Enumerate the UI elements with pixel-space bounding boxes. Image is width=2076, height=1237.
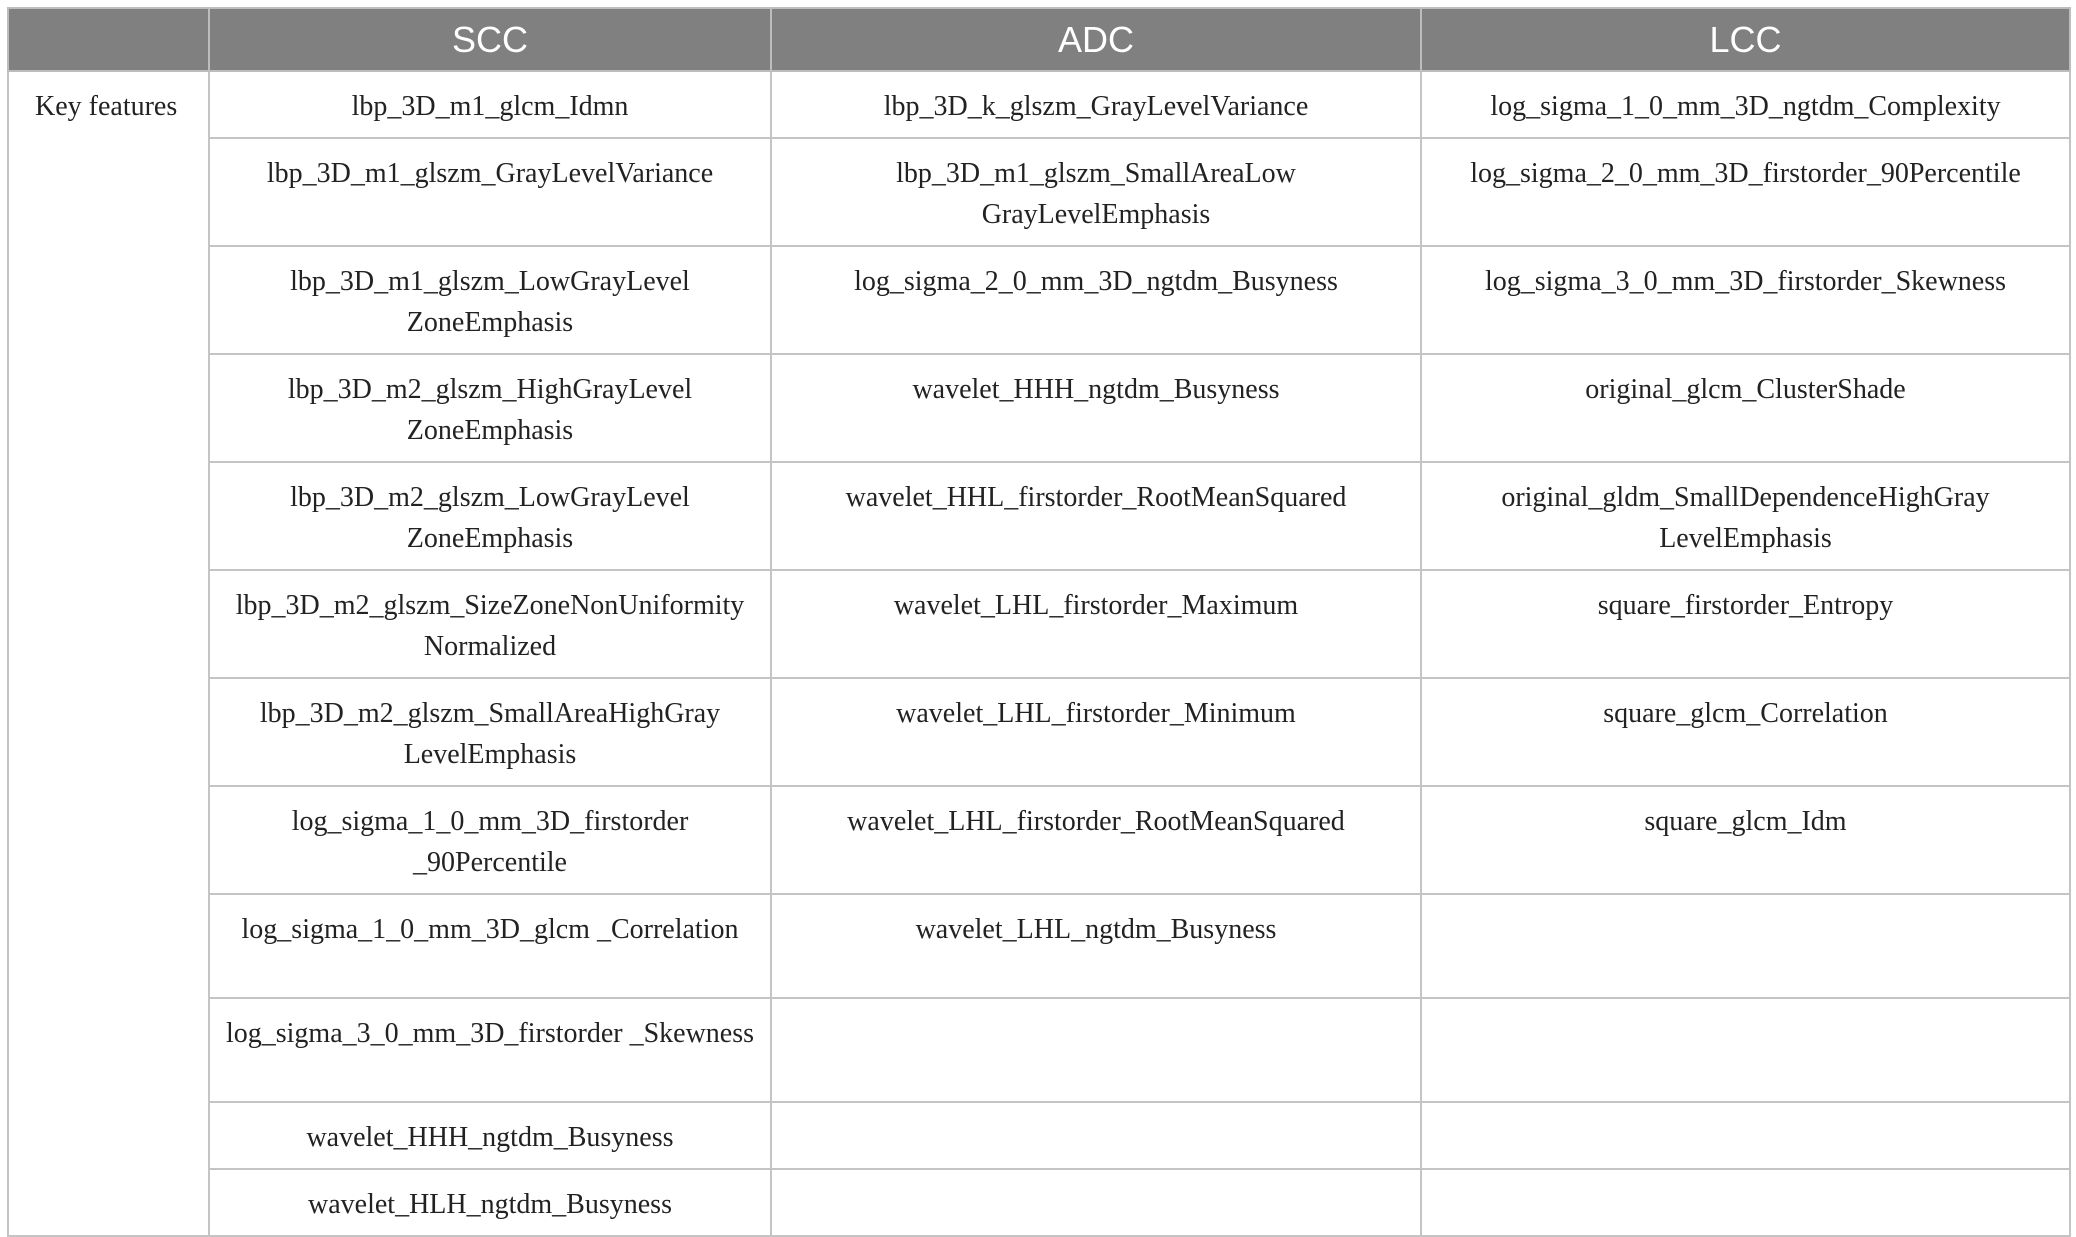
table-row <box>8 246 2070 354</box>
table-row <box>8 998 2070 1102</box>
table-cell-adc: wavelet_HHH_ngtdm_Busyness <box>771 354 1421 462</box>
table-cell-adc: wavelet_LHL_firstorder_Minimum <box>771 678 1421 786</box>
row-label-key-features: Key features <box>8 71 209 1236</box>
table-cell-lcc: square_glcm_Idm <box>1421 786 2070 894</box>
table-cell-lcc: original_gldm_SmallDependenceHighGray LevelEmphasis <box>1421 462 2070 570</box>
table-row <box>8 462 2070 570</box>
table-cell-adc: lbp_3D_k_glszm_GrayLevelVariance <box>771 71 1421 138</box>
table-row <box>8 1102 2070 1169</box>
table-cell-scc: log_sigma_1_0_mm_3D_glcm _Correlation <box>209 894 771 998</box>
table-row <box>8 786 2070 894</box>
key-features-table <box>7 7 2071 1237</box>
table-cell-adc: lbp_3D_m1_glszm_SmallAreaLow GrayLevelEmphasis <box>771 138 1421 246</box>
table-cell-lcc <box>1421 894 2070 998</box>
table-cell-scc: lbp_3D_m2_glszm_LowGrayLevel ZoneEmphasis <box>209 462 771 570</box>
table-cell-scc: lbp_3D_m1_glcm_Idmn <box>209 71 771 138</box>
table-cell-scc: lbp_3D_m2_glszm_HighGrayLevel ZoneEmphasis <box>209 354 771 462</box>
table-cell-scc: log_sigma_1_0_mm_3D_firstorder _90Percentile <box>209 786 771 894</box>
table-cell-lcc: log_sigma_1_0_mm_3D_ngtdm_Complexity <box>1421 71 2070 138</box>
table-cell-adc <box>771 1169 1421 1236</box>
table-cell-lcc <box>1421 1169 2070 1236</box>
table-cell-scc: lbp_3D_m2_glszm_SizeZoneNonUniformity Normalized <box>209 570 771 678</box>
table-cell-scc: wavelet_HHH_ngtdm_Busyness <box>209 1102 771 1169</box>
table-cell-adc: wavelet_LHL_firstorder_RootMeanSquared <box>771 786 1421 894</box>
table-cell-adc <box>771 998 1421 1102</box>
table-cell-scc: log_sigma_3_0_mm_3D_firstorder _Skewness <box>209 998 771 1102</box>
table-cell-lcc: log_sigma_2_0_mm_3D_firstorder_90Percentile <box>1421 138 2070 246</box>
table-cell-adc: wavelet_LHL_ngtdm_Busyness <box>771 894 1421 998</box>
table-row <box>8 570 2070 678</box>
table-cell-adc: wavelet_HHL_firstorder_RootMeanSquared <box>771 462 1421 570</box>
table-cell-scc: lbp_3D_m1_glszm_LowGrayLevel ZoneEmphasis <box>209 246 771 354</box>
table-cell-adc <box>771 1102 1421 1169</box>
table-cell-lcc <box>1421 1102 2070 1169</box>
table-row <box>8 678 2070 786</box>
header-cell-scc: SCC <box>209 8 771 71</box>
header-cell-adc: ADC <box>771 8 1421 71</box>
table-row <box>8 138 2070 246</box>
table-row <box>8 71 2070 138</box>
table-row <box>8 894 2070 998</box>
table-cell-adc: wavelet_LHL_firstorder_Maximum <box>771 570 1421 678</box>
table-cell-lcc <box>1421 998 2070 1102</box>
table-cell-lcc: square_firstorder_Entropy <box>1421 570 2070 678</box>
table-cell-scc: wavelet_HLH_ngtdm_Busyness <box>209 1169 771 1236</box>
header-cell-lcc: LCC <box>1421 8 2070 71</box>
table-row <box>8 1169 2070 1236</box>
table-cell-lcc: log_sigma_3_0_mm_3D_firstorder_Skewness <box>1421 246 2070 354</box>
table-cell-scc: lbp_3D_m2_glszm_SmallAreaHighGray LevelEmphasis <box>209 678 771 786</box>
table-cell-lcc: square_glcm_Correlation <box>1421 678 2070 786</box>
table-cell-lcc: original_glcm_ClusterShade <box>1421 354 2070 462</box>
table-cell-adc: log_sigma_2_0_mm_3D_ngtdm_Busyness <box>771 246 1421 354</box>
table-cell-scc: lbp_3D_m1_glszm_GrayLevelVariance <box>209 138 771 246</box>
header-cell-empty <box>8 8 209 71</box>
table-row <box>8 354 2070 462</box>
table-header-row <box>8 8 2070 71</box>
